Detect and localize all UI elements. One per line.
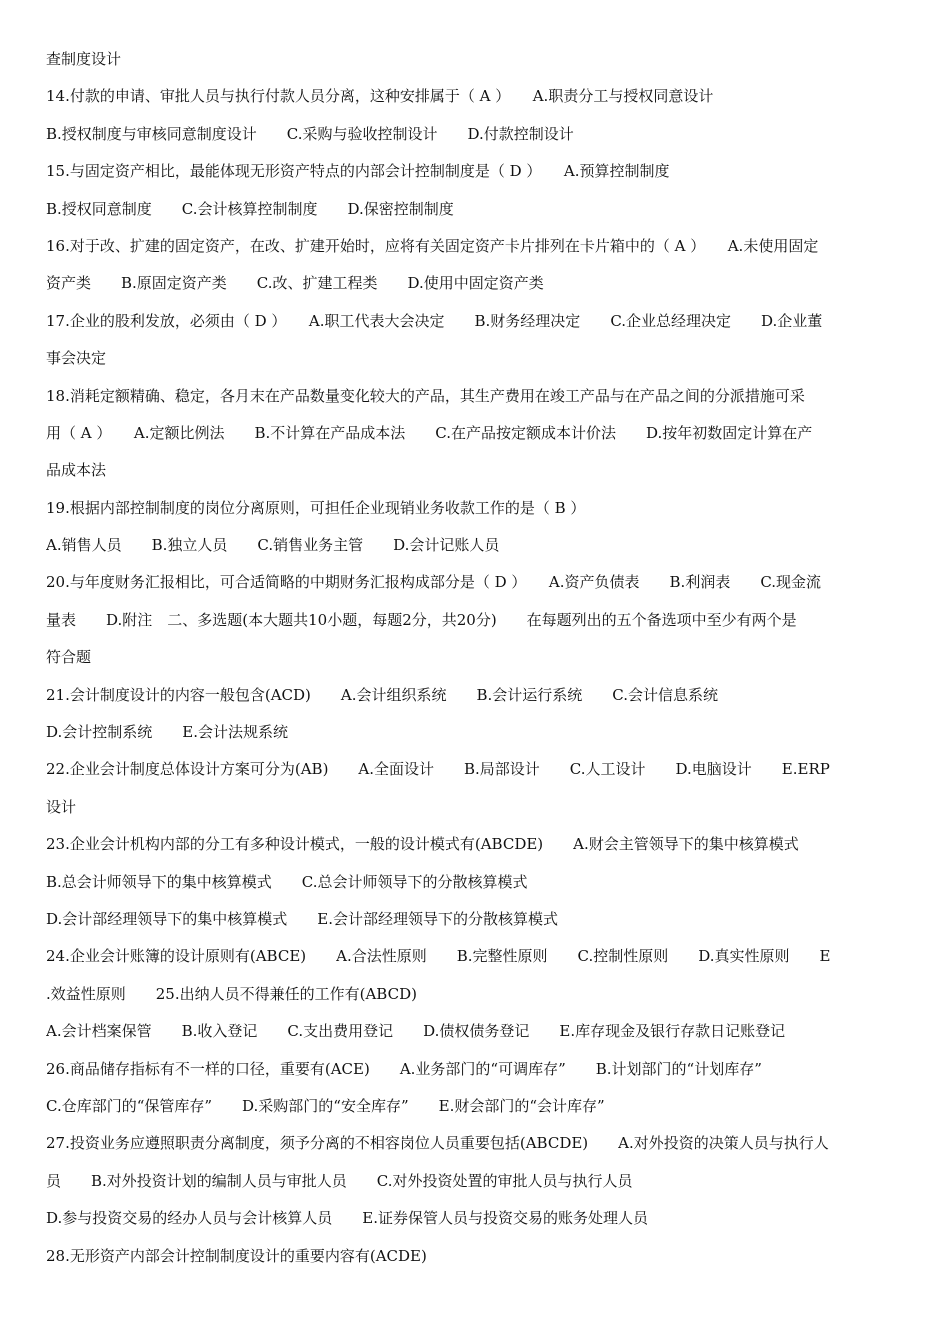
question-19-line: 19.根据内部控制制度的岗位分离原则，可担任企业现销业务收款工作的是（ B ） (46, 498, 586, 517)
question-16-options: 资产类 B.原固定资产类 C.改、扩建工程类 D.使用中固定资产类 (46, 274, 544, 293)
question-14-options: B.授权制度与审核同意制度设计 C.采购与验收控制设计 D.付款控制设计 (46, 124, 574, 143)
question-23-options-1: B.总会计师领导下的集中核算模式 C.总会计师领导下的分散核算模式 (46, 872, 528, 891)
question-18-options: 用（ A ） A.定额比例法 B.不计算在产品成本法 C.在产品按定额成本计价法 D.按年初数固定计算在产 (46, 423, 813, 442)
question-23-line: 23.企业会计机构内部的分工有多种设计模式，一般的设计模式有(ABCDE) A.财会主管领导下的集中核算模式 (46, 835, 799, 854)
question-21-options: D.会计控制系统 E.会计法规系统 (46, 723, 288, 742)
question-19-options: A.销售人员 B.独立人员 C.销售业务主管 D.会计记账人员 (46, 536, 500, 555)
question-24-25-line: .效益性原则 25.出纳人员不得兼任的工作有(ABCD) (46, 984, 417, 1003)
question-17-line: 17.企业的股利发放，必须由（ D ） A.职工代表大会决定 B.财务经理决定 C.企业总经理决定 D.企业董 (46, 311, 823, 330)
question-15-line: 15.与固定资产相比，最能体现无形资产特点的内部会计控制制度是（ D ） A.预算控制制度 (46, 162, 670, 181)
question-26-line: 26.商品储存指标有不一样的口径，重要有(ACE) A.业务部门的“可调库存” B.计划部门的“计划库存” (46, 1059, 762, 1078)
question-27-options-2: D.参与投资交易的经办人员与会计核算人员 E.证券保管人员与投资交易的账务处理人员 (46, 1209, 648, 1228)
question-24-line: 24.企业会计账簿的设计原则有(ABCE) A.合法性原则 B.完整性原则 C.控制性原则 D.真实性原则 E (46, 947, 831, 966)
question-28-line: 28.无形资产内部会计控制制度设计的重要内容有(ACDE) (46, 1246, 427, 1265)
question-20-line: 20.与年度财务汇报相比，可合适简略的中期财务汇报构成部分是（ D ） A.资产负债表 B.利润表 C.现金流 (46, 573, 822, 592)
question-18-line: 18.消耗定额精确、稳定，各月末在产品数量变化较大的产品，其生产费用在竣工产品与在产品之间的分派措施可采 (46, 386, 805, 405)
question-22-line: 22.企业会计制度总体设计方案可分为(AB) A.全面设计 B.局部设计 C.人工设计 D.电脑设计 E.ERP (46, 760, 830, 779)
question-15-options: B.授权同意制度 C.会计核算控制制度 D.保密控制制度 (46, 199, 454, 218)
section-instruction-continuation: 符合题 (46, 648, 92, 667)
question-21-line: 21.会计制度设计的内容一般包含(ACD) A.会计组织系统 B.会计运行系统 C.会计信息系统 (46, 685, 719, 704)
question-16-line: 16.对于改、扩建的固定资产，在改、扩建开始时，应将有关固定资产卡片排列在卡片箱中的（ A ） A.未使用固定 (46, 236, 819, 255)
question-20-options-section-heading: 量表 D.附注 二、多选题(本大题共10小题，每题2分，共20分) 在每题列出的五个备选项中至少有两个是 (46, 610, 797, 629)
question-26-options: C.仓库部门的“保管库存” D.采购部门的“安全库存” E.财会部门的“会计库存” (46, 1096, 605, 1115)
question-25-options: A.会计档案保管 B.收入登记 C.支出费用登记 D.债权债务登记 E.库存现金及银行存款日记账登记 (46, 1022, 786, 1041)
question-23-options-2: D.会计部经理领导下的集中核算模式 E.会计部经理领导下的分散核算模式 (46, 909, 558, 928)
question-14-line: 14.付款的申请、审批人员与执行付款人员分离，这种安排属于（ A ） A.职责分工与授权同意设计 (46, 87, 714, 106)
question-22-continuation: 设计 (46, 797, 77, 816)
question-27-options-1: 员 B.对外投资计划的编制人员与审批人员 C.对外投资处置的审批人员与执行人员 (46, 1171, 633, 1190)
question-18-continuation: 品成本法 (46, 461, 107, 480)
text-line: 查制度设计 (46, 50, 122, 68)
question-27-line: 27.投资业务应遵照职责分离制度，须予分离的不相容岗位人员重要包括(ABCDE) A.对外投资的决策人员与执行人 (46, 1134, 829, 1153)
question-17-continuation: 事会决定 (46, 349, 107, 368)
